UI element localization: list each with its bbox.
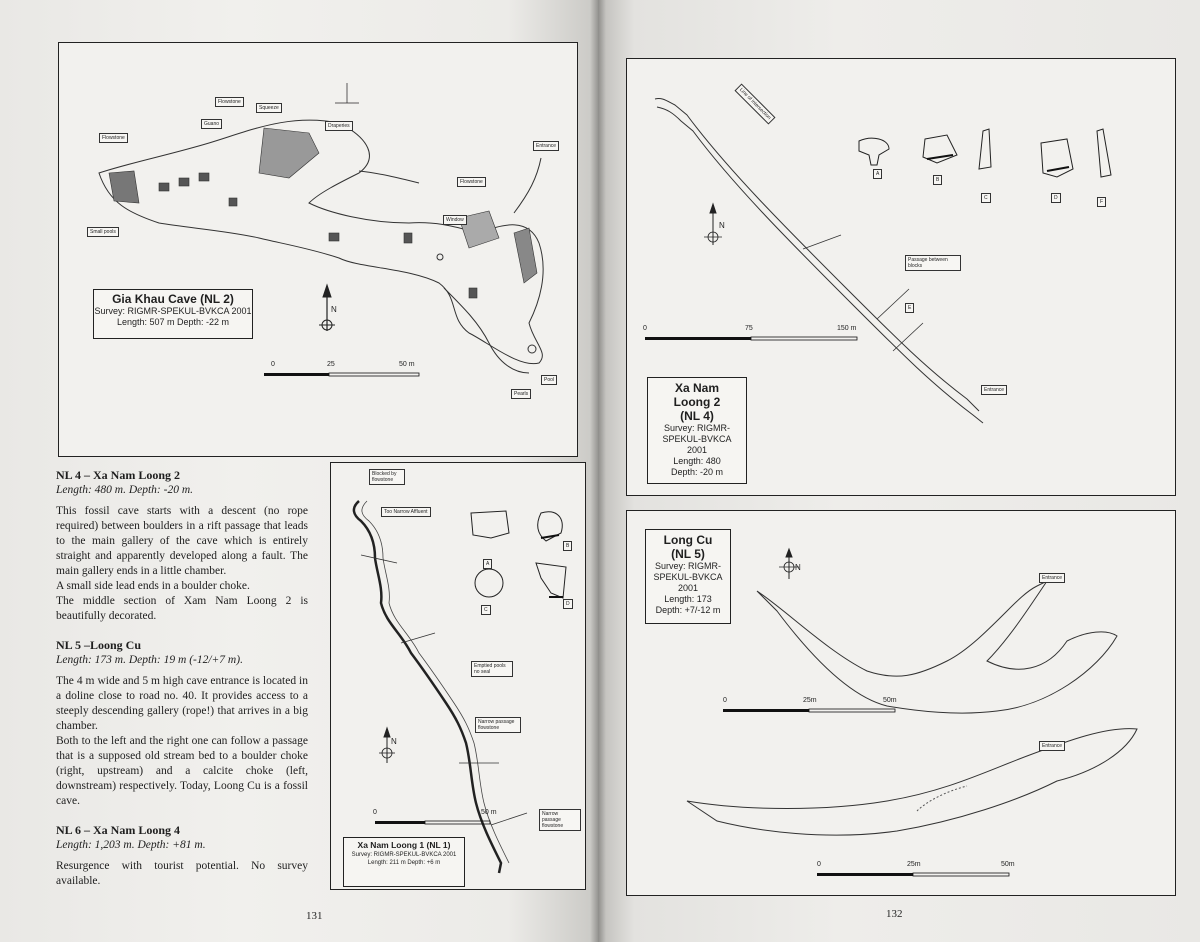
nl1-section-d-label: D (563, 599, 573, 609)
nl4-survey-3: 2001 (686, 445, 708, 455)
tag-window: Window (443, 215, 467, 225)
nl4-title-3: (NL 4) (680, 409, 714, 423)
nl4-scale-150: 150 m (837, 325, 857, 332)
nl1-title: Xa Nam Loong 1 (NL 1) (357, 840, 451, 850)
tag-small-pools: Small pools (87, 227, 119, 237)
section-nl5-para-2: Both to the left and the right one can follow a passage that is a supposed old stream bed to a boulder choke (right, upstream) and a calcite choke (left, downstream) respectively. Today, Loong Cu is a fossil cave. (56, 735, 308, 807)
tag-flowstone-1: Flowstone (215, 97, 244, 107)
tag-pearls: Pearls (511, 389, 531, 399)
tag-squeeze: Squeeze (256, 103, 282, 113)
right-page (598, 0, 1200, 942)
nl5-depth: Depth: +7/-12 m (655, 605, 721, 615)
tag-entrance: Entrance (533, 141, 559, 151)
nl4-tag-passage-blocks: Passage between blocks (905, 255, 961, 271)
nl5-scale-bottom-25: 25m (907, 861, 921, 868)
nl4-north-label: N (719, 221, 725, 230)
nl4-section-c: C (981, 193, 991, 203)
nl1-stats: Length: 211 m Depth: +6 m (367, 860, 441, 866)
section-nl4 (56, 468, 308, 624)
nl4-tag-entrance: Entrance (981, 385, 1007, 395)
nl5-survey-3: 2001 (677, 583, 699, 593)
nl5-scale-top-50: 50m (883, 697, 897, 704)
tag-flowstone-2: Flowstone (99, 133, 128, 143)
nl5-scale-bottom-0: 0 (817, 861, 821, 868)
nl4-scale-0: 0 (643, 325, 647, 332)
nl4-section-b: B (933, 175, 942, 185)
nl4-section-d: D (1051, 193, 1061, 203)
section-nl4-para-1: This fossil cave starts with a descent (no rope required) between boulders in a rift passage that leads to the main gallery of the cave which is entirely straight and apparently developed along a fault. The main gallery ends in a little chamber. (56, 505, 308, 577)
nl5-survey-2: SPEKUL-BVKCA (653, 572, 723, 582)
nl5-survey-1: Survey: RIGMR- (654, 561, 721, 571)
nl4-scale-75: 75 (745, 325, 753, 332)
tag-flowstone-3: Flowstone (457, 177, 486, 187)
nl5-scale-top-0: 0 (723, 697, 727, 704)
tag-draperies: Draperies (325, 121, 353, 131)
nl5-tag-entrance-2: Entrance (1039, 741, 1065, 751)
nl1-scale-0: 0 (373, 809, 377, 816)
nl4-survey-2: SPEKUL-BVKCA (662, 434, 732, 444)
nl5-north-label: N (795, 563, 801, 572)
nl4-length: Length: 480 (673, 456, 721, 466)
nl1-survey: Survey: RIGMR-SPEKUL-BVKCA 2001 (351, 852, 457, 858)
nl5-scale-bottom-50: 50m (1001, 861, 1015, 868)
nl1-legend (343, 837, 465, 887)
nl4-section-e: E (905, 303, 914, 313)
left-page-number: 131 (306, 910, 323, 922)
tag-pool: Pool (541, 375, 557, 385)
nl5-title-1: Long Cu (663, 533, 713, 547)
gia-khau-scale-0: 0 (271, 361, 275, 368)
nl4-survey-1: Survey: RIGMR- (663, 423, 730, 433)
section-nl4-para-2: A small side lead ends in a boulder choke. (56, 580, 250, 592)
section-nl6-heading: NL 6 – Xa Nam Loong 4 (56, 823, 181, 837)
tag-guano: Guano (201, 119, 222, 129)
book-gutter (590, 0, 606, 942)
gia-khau-north-label: N (331, 305, 337, 314)
nl4-map-frame (626, 58, 1176, 496)
nl1-tag-pools: Emptied pools no seal (471, 661, 513, 677)
left-page (0, 0, 598, 942)
nl4-tag-intersection: Line of intersection (734, 83, 775, 124)
nl5-scale-top-25: 25m (803, 697, 817, 704)
section-nl6-meta: Length: 1,203 m. Depth: +81 m. (56, 839, 206, 851)
section-nl4-para-3: The middle section of Xam Nam Loong 2 is beautifully decorated. (56, 595, 308, 622)
nl4-section-f: F (1097, 197, 1106, 207)
section-nl4-heading: NL 4 – Xa Nam Loong 2 (56, 468, 181, 482)
section-nl6-para-1: Resurgence with tourist potential. No survey available. (56, 860, 308, 887)
nl4-title-2: Loong 2 (673, 395, 721, 409)
nl1-tag-narrow-affluent: Too Narrow Affluent (381, 507, 431, 517)
gia-khau-title: Gia Khau Cave (NL 2) (112, 292, 234, 306)
section-nl5-heading: NL 5 –Loong Cu (56, 638, 142, 652)
nl1-tag-narrow-1: Narrow passage flowstone (475, 717, 521, 733)
nl1-tag-blocked: Blocked by flowstone (369, 469, 405, 485)
section-nl5-para-1: The 4 m wide and 5 m high cave entrance is located in a doline close to road no. 40. It provides access to a steeply descending gallery (rope!) that arrives in a big chamber. (56, 675, 308, 732)
section-nl5 (56, 638, 308, 809)
nl1-scale-50: 50 m (481, 809, 497, 816)
nl4-depth: Depth: -20 m (670, 467, 724, 477)
gia-khau-scale-50: 50 m (399, 361, 415, 368)
gia-khau-cave-survey (59, 43, 577, 456)
gia-khau-stats: Length: 507 m Depth: -22 m (116, 317, 230, 327)
nl1-map-frame (330, 462, 586, 890)
gia-khau-scale-25: 25 (327, 361, 335, 368)
nl1-north-label: N (391, 737, 397, 746)
nl1-section-b-label: B (563, 541, 572, 551)
section-nl5-meta: Length: 173 m. Depth: 19 m (-12/+7 m). (56, 654, 243, 666)
nl1-section-a-label: A (483, 559, 492, 569)
cave-descriptions (56, 468, 308, 903)
nl5-legend (645, 529, 731, 624)
right-page-number: 132 (886, 908, 903, 920)
nl4-legend (647, 377, 747, 484)
nl1-tag-narrow-2: Narrow passage flowstone (539, 809, 581, 831)
gia-khau-survey: Survey: RIGMR-SPEKUL-BVKCA 2001 (94, 306, 252, 316)
nl5-title-2: (NL 5) (671, 547, 705, 561)
nl4-section-a: A (873, 169, 882, 179)
nl4-title-1: Xa Nam (674, 381, 720, 395)
section-nl4-meta: Length: 480 m. Depth: -20 m. (56, 484, 194, 496)
nl5-tag-entrance-1: Entrance (1039, 573, 1065, 583)
gia-khau-legend (93, 289, 253, 339)
nl5-length: Length: 173 (664, 594, 712, 604)
nl1-section-c-label: C (481, 605, 491, 615)
nl5-map-frame (626, 510, 1176, 896)
gia-khau-map-frame (58, 42, 578, 457)
section-nl6 (56, 823, 308, 889)
